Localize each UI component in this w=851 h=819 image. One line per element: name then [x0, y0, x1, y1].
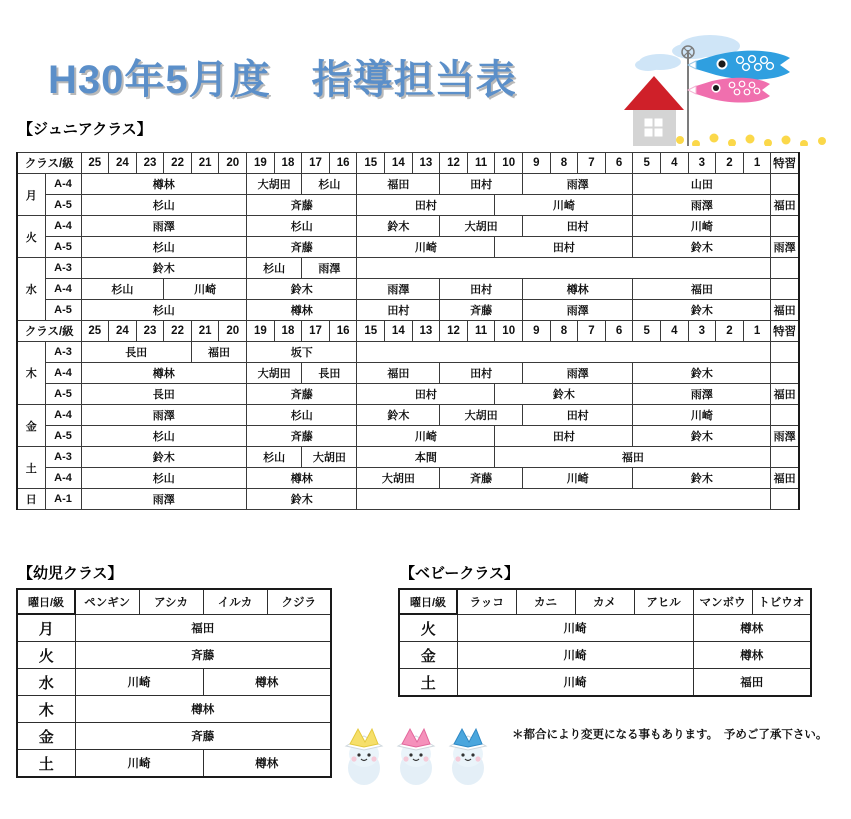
junior-assignment-cell: 鈴木	[247, 279, 357, 300]
junior-header-row	[17, 321, 799, 342]
junior-empty-cell	[357, 489, 771, 510]
junior-grade-header-13: 13	[412, 153, 440, 174]
junior-class-label: A-1	[45, 489, 81, 510]
pink-carp-icon	[688, 78, 770, 103]
junior-grade-header-8: 8	[550, 321, 578, 342]
baby-column-header: カニ	[516, 589, 575, 614]
cloud-icon	[635, 59, 661, 71]
junior-assignment-cell: 長田	[81, 384, 247, 405]
junior-class-label: A-4	[45, 174, 81, 195]
junior-assignment-cell: 杉山	[247, 258, 302, 279]
junior-day-cell-月: 月	[17, 174, 45, 216]
kids-assignment-cell: 斉藤	[75, 723, 331, 750]
junior-day-cell-水: 水	[17, 258, 45, 321]
junior-special-cell: 福田	[771, 195, 799, 216]
junior-class-label: A-3	[45, 447, 81, 468]
junior-grade-header-9: 9	[523, 321, 551, 342]
junior-assignment-cell: 斉藤	[440, 468, 523, 489]
section-label-kids: 【幼児クラス】	[18, 565, 123, 582]
junior-assignment-cell: 杉山	[81, 237, 247, 258]
junior-assignment-cell: 鈴木	[633, 363, 771, 384]
baby-assignment-cell: 樽林	[693, 642, 811, 669]
junior-grade-header-17: 17	[302, 153, 330, 174]
junior-assignment-cell: 杉山	[81, 195, 247, 216]
junior-class-label: A-5	[45, 195, 81, 216]
junior-grade-header-19: 19	[247, 321, 275, 342]
junior-class-label: A-5	[45, 237, 81, 258]
junior-assignment-cell: 大胡田	[247, 174, 302, 195]
junior-class-label: A-5	[45, 384, 81, 405]
junior-assignment-cell: 田村	[357, 384, 495, 405]
table-row	[399, 669, 811, 697]
junior-grade-header-14: 14	[385, 321, 413, 342]
junior-grade-header-21: 21	[191, 153, 219, 174]
junior-assignment-cell: 樽林	[523, 279, 633, 300]
kids-day-cell-金: 金	[17, 723, 75, 750]
junior-special-header: 特習	[771, 321, 799, 342]
junior-grade-header-25: 25	[81, 321, 109, 342]
kids-header-corner: 曜日/級	[17, 589, 75, 614]
junior-grade-header-17: 17	[302, 321, 330, 342]
kids-class-table-wrap	[16, 588, 332, 778]
junior-grade-header-22: 22	[164, 153, 192, 174]
junior-assignment-cell: 鈴木	[495, 384, 633, 405]
junior-assignment-cell: 川崎	[523, 468, 633, 489]
table-row	[17, 468, 799, 489]
junior-special-cell: 雨澤	[771, 426, 799, 447]
table-row	[399, 642, 811, 669]
junior-grade-header-5: 5	[633, 153, 661, 174]
kids-assignment-cell: 福田	[75, 614, 331, 642]
junior-special-cell	[771, 447, 799, 468]
junior-assignment-cell: 鈴木	[633, 468, 771, 489]
section-label-junior: 【ジュニアクラス】	[18, 121, 152, 138]
junior-assignment-cell: 大胡田	[247, 363, 302, 384]
junior-grade-header-12: 12	[440, 321, 468, 342]
junior-assignment-cell: 坂下	[247, 342, 357, 363]
baby-day-cell-火: 火	[399, 614, 457, 642]
junior-grade-header-14: 14	[385, 153, 413, 174]
junior-class-label: A-3	[45, 258, 81, 279]
junior-special-cell	[771, 258, 799, 279]
baby-column-header: マンボウ	[693, 589, 752, 614]
flag-pole-icon	[682, 46, 694, 146]
junior-grade-header-3: 3	[688, 153, 716, 174]
kabuto-character-blue	[450, 729, 486, 785]
junior-assignment-cell: 杉山	[302, 174, 357, 195]
junior-assignment-cell: 川崎	[164, 279, 247, 300]
junior-grade-header-22: 22	[164, 321, 192, 342]
junior-assignment-cell: 鈴木	[247, 489, 357, 510]
junior-grade-header-1: 1	[743, 321, 771, 342]
junior-grade-header-6: 6	[605, 321, 633, 342]
junior-special-cell	[771, 363, 799, 384]
junior-assignment-cell: 雨澤	[81, 489, 247, 510]
junior-assignment-cell: 杉山	[247, 216, 357, 237]
junior-special-cell: 雨澤	[771, 237, 799, 258]
junior-assignment-cell: 鈴木	[81, 258, 247, 279]
junior-grade-header-23: 23	[136, 153, 164, 174]
junior-grade-header-1: 1	[743, 153, 771, 174]
junior-assignment-cell: 田村	[495, 426, 633, 447]
table-row	[17, 614, 331, 642]
baby-column-header: トビウオ	[752, 589, 811, 614]
junior-assignment-cell: 田村	[440, 174, 523, 195]
junior-assignment-cell: 川崎	[633, 216, 771, 237]
kabuto-character-yellow	[346, 729, 382, 785]
page-title: H30年5月度 指導担当表	[48, 58, 517, 102]
kids-column-header: ペンギン	[75, 589, 139, 614]
junior-grade-header-12: 12	[440, 153, 468, 174]
junior-grade-header-16: 16	[329, 321, 357, 342]
table-row	[17, 489, 799, 510]
kids-assignment-cell: 川崎	[75, 750, 203, 778]
junior-assignment-cell: 本間	[357, 447, 495, 468]
junior-class-table	[16, 152, 800, 510]
baby-class-table-wrap	[398, 588, 812, 697]
junior-class-label: A-3	[45, 342, 81, 363]
junior-assignment-cell: 川崎	[357, 426, 495, 447]
junior-assignment-cell: 雨澤	[633, 384, 771, 405]
junior-class-label: A-4	[45, 468, 81, 489]
junior-assignment-cell: 長田	[302, 363, 357, 384]
junior-assignment-cell: 田村	[440, 363, 523, 384]
kids-assignment-cell: 樽林	[203, 669, 331, 696]
table-row	[17, 723, 331, 750]
junior-assignment-cell: 斉藤	[247, 195, 357, 216]
baby-column-header: ラッコ	[457, 589, 516, 614]
junior-grade-header-8: 8	[550, 153, 578, 174]
junior-assignment-cell: 雨澤	[81, 216, 247, 237]
junior-empty-cell	[357, 258, 771, 279]
table-row	[17, 405, 799, 426]
junior-grade-header-18: 18	[274, 153, 302, 174]
kids-column-header: アシカ	[139, 589, 203, 614]
junior-assignment-cell: 雨澤	[523, 174, 633, 195]
table-row	[17, 384, 799, 405]
junior-class-label: A-4	[45, 405, 81, 426]
junior-assignment-cell: 田村	[357, 195, 495, 216]
junior-grade-header-5: 5	[633, 321, 661, 342]
kids-day-cell-月: 月	[17, 614, 75, 642]
junior-assignment-cell: 大胡田	[440, 216, 523, 237]
junior-assignment-cell: 大胡田	[357, 468, 440, 489]
junior-day-cell-金: 金	[17, 405, 45, 447]
junior-assignment-cell: 樽林	[81, 174, 247, 195]
kabuto-character-pink	[398, 729, 434, 785]
junior-assignment-cell: 大胡田	[302, 447, 357, 468]
kabuto-characters-illustration	[338, 716, 498, 788]
junior-assignment-cell: 雨澤	[302, 258, 357, 279]
junior-empty-cell	[357, 342, 771, 363]
junior-assignment-cell: 杉山	[81, 426, 247, 447]
junior-class-label: A-4	[45, 216, 81, 237]
table-row	[399, 614, 811, 642]
junior-grade-header-23: 23	[136, 321, 164, 342]
junior-assignment-cell: 福田	[357, 363, 440, 384]
junior-assignment-cell: 川崎	[495, 195, 633, 216]
junior-assignment-cell: 福田	[633, 279, 771, 300]
junior-class-label: A-4	[45, 279, 81, 300]
junior-day-cell-日: 日	[17, 489, 45, 510]
junior-assignment-cell: 雨澤	[523, 300, 633, 321]
junior-grade-header-15: 15	[357, 321, 385, 342]
kids-assignment-cell: 斉藤	[75, 642, 331, 669]
junior-grade-header-24: 24	[109, 153, 137, 174]
junior-grade-header-16: 16	[329, 153, 357, 174]
junior-assignment-cell: 田村	[357, 300, 440, 321]
junior-assignment-cell: 樽林	[247, 300, 357, 321]
junior-grade-header-10: 10	[495, 321, 523, 342]
junior-assignment-cell: 杉山	[247, 447, 302, 468]
junior-grade-header-19: 19	[247, 153, 275, 174]
junior-header-row	[17, 153, 799, 174]
kids-header-row	[17, 589, 331, 614]
kids-column-header: イルカ	[203, 589, 267, 614]
junior-assignment-cell: 鈴木	[633, 300, 771, 321]
junior-special-cell	[771, 342, 799, 363]
flowers-icon	[676, 134, 826, 147]
junior-assignment-cell: 樽林	[247, 468, 357, 489]
table-row	[17, 426, 799, 447]
junior-grade-header-2: 2	[716, 153, 744, 174]
table-row	[17, 447, 799, 468]
table-row	[17, 363, 799, 384]
baby-header-row	[399, 589, 811, 614]
junior-grade-header-20: 20	[219, 153, 247, 174]
kids-day-cell-水: 水	[17, 669, 75, 696]
junior-grade-header-9: 9	[523, 153, 551, 174]
table-row	[17, 216, 799, 237]
baby-day-cell-金: 金	[399, 642, 457, 669]
baby-assignment-cell: 樽林	[693, 614, 811, 642]
junior-assignment-cell: 川崎	[357, 237, 495, 258]
junior-assignment-cell: 鈴木	[357, 216, 440, 237]
kids-day-cell-木: 木	[17, 696, 75, 723]
junior-grade-header-13: 13	[412, 321, 440, 342]
junior-assignment-cell: 斉藤	[247, 237, 357, 258]
junior-grade-header-2: 2	[716, 321, 744, 342]
junior-assignment-cell: 雨澤	[81, 405, 247, 426]
junior-assignment-cell: 鈴木	[633, 426, 771, 447]
house-icon	[624, 76, 684, 146]
junior-assignment-cell: 雨澤	[357, 279, 440, 300]
kids-class-table	[16, 588, 332, 778]
junior-grade-header-21: 21	[191, 321, 219, 342]
kids-column-header: クジラ	[267, 589, 331, 614]
junior-grade-header-10: 10	[495, 153, 523, 174]
junior-grade-header-4: 4	[660, 321, 688, 342]
junior-grade-header-24: 24	[109, 321, 137, 342]
junior-class-label: A-4	[45, 363, 81, 384]
junior-special-cell: 福田	[771, 468, 799, 489]
junior-special-cell	[771, 279, 799, 300]
junior-assignment-cell: 鈴木	[81, 447, 247, 468]
junior-grade-header-6: 6	[605, 153, 633, 174]
junior-grade-header-11: 11	[467, 321, 495, 342]
table-row	[17, 258, 799, 279]
junior-grade-header-25: 25	[81, 153, 109, 174]
junior-assignment-cell: 杉山	[81, 468, 247, 489]
table-row	[17, 750, 331, 778]
junior-assignment-cell: 杉山	[81, 300, 247, 321]
table-row	[17, 696, 331, 723]
junior-grade-header-7: 7	[578, 321, 606, 342]
junior-assignment-cell: 雨澤	[523, 363, 633, 384]
junior-day-cell-木: 木	[17, 342, 45, 405]
junior-assignment-cell: 福田	[191, 342, 246, 363]
baby-column-header: アヒル	[634, 589, 693, 614]
junior-grade-header-4: 4	[660, 153, 688, 174]
junior-assignment-cell: 長田	[81, 342, 191, 363]
baby-assignment-cell: 川崎	[457, 642, 693, 669]
junior-assignment-cell: 杉山	[81, 279, 164, 300]
table-row	[17, 342, 799, 363]
junior-assignment-cell: 川崎	[633, 405, 771, 426]
junior-day-cell-火: 火	[17, 216, 45, 258]
junior-assignment-cell: 田村	[523, 216, 633, 237]
kids-assignment-cell: 樽林	[203, 750, 331, 778]
table-row	[17, 642, 331, 669]
junior-grade-header-20: 20	[219, 321, 247, 342]
junior-special-cell	[771, 216, 799, 237]
junior-assignment-cell: 福田	[495, 447, 771, 468]
junior-assignment-cell: 斉藤	[247, 426, 357, 447]
table-row	[17, 195, 799, 216]
junior-assignment-cell: 田村	[523, 405, 633, 426]
junior-special-header: 特習	[771, 153, 799, 174]
junior-assignment-cell: 田村	[440, 279, 523, 300]
junior-assignment-cell: 雨澤	[633, 195, 771, 216]
junior-grade-header-18: 18	[274, 321, 302, 342]
footnote-text: ＊都合により変更になる事もあります。 予めご了承下さい。	[512, 729, 828, 741]
junior-class-label: A-5	[45, 426, 81, 447]
junior-header-corner: クラス/級	[17, 321, 81, 342]
baby-column-header: カメ	[575, 589, 634, 614]
kids-day-cell-火: 火	[17, 642, 75, 669]
junior-assignment-cell: 斉藤	[247, 384, 357, 405]
junior-assignment-cell: 鈴木	[633, 237, 771, 258]
junior-assignment-cell: 福田	[357, 174, 440, 195]
junior-special-cell	[771, 174, 799, 195]
junior-special-cell: 福田	[771, 384, 799, 405]
junior-class-label: A-5	[45, 300, 81, 321]
table-row	[17, 669, 331, 696]
junior-assignment-cell: 山田	[633, 174, 771, 195]
junior-grade-header-11: 11	[467, 153, 495, 174]
junior-header-corner: クラス/級	[17, 153, 81, 174]
baby-day-cell-土: 土	[399, 669, 457, 697]
baby-assignment-cell: 福田	[693, 669, 811, 697]
table-row	[17, 279, 799, 300]
kids-assignment-cell: 川崎	[75, 669, 203, 696]
junior-grade-header-7: 7	[578, 153, 606, 174]
junior-grade-header-15: 15	[357, 153, 385, 174]
junior-day-cell-土: 土	[17, 447, 45, 489]
koinobori-illustration	[618, 14, 850, 146]
junior-assignment-cell: 斉藤	[440, 300, 523, 321]
table-row	[17, 237, 799, 258]
junior-assignment-cell: 大胡田	[440, 405, 523, 426]
junior-assignment-cell: 杉山	[247, 405, 357, 426]
baby-header-corner: 曜日/級	[399, 589, 457, 614]
baby-assignment-cell: 川崎	[457, 614, 693, 642]
kids-day-cell-土: 土	[17, 750, 75, 778]
table-row	[17, 174, 799, 195]
junior-special-cell: 福田	[771, 300, 799, 321]
table-row	[17, 300, 799, 321]
junior-assignment-cell: 田村	[495, 237, 633, 258]
junior-assignment-cell: 樽林	[81, 363, 247, 384]
junior-class-table-wrap	[16, 152, 800, 510]
baby-assignment-cell: 川崎	[457, 669, 693, 697]
section-label-baby: 【ベビークラス】	[400, 565, 519, 582]
baby-class-table	[398, 588, 812, 697]
junior-assignment-cell: 鈴木	[357, 405, 440, 426]
junior-grade-header-3: 3	[688, 321, 716, 342]
junior-special-cell	[771, 405, 799, 426]
kids-assignment-cell: 樽林	[75, 696, 331, 723]
junior-special-cell	[771, 489, 799, 510]
